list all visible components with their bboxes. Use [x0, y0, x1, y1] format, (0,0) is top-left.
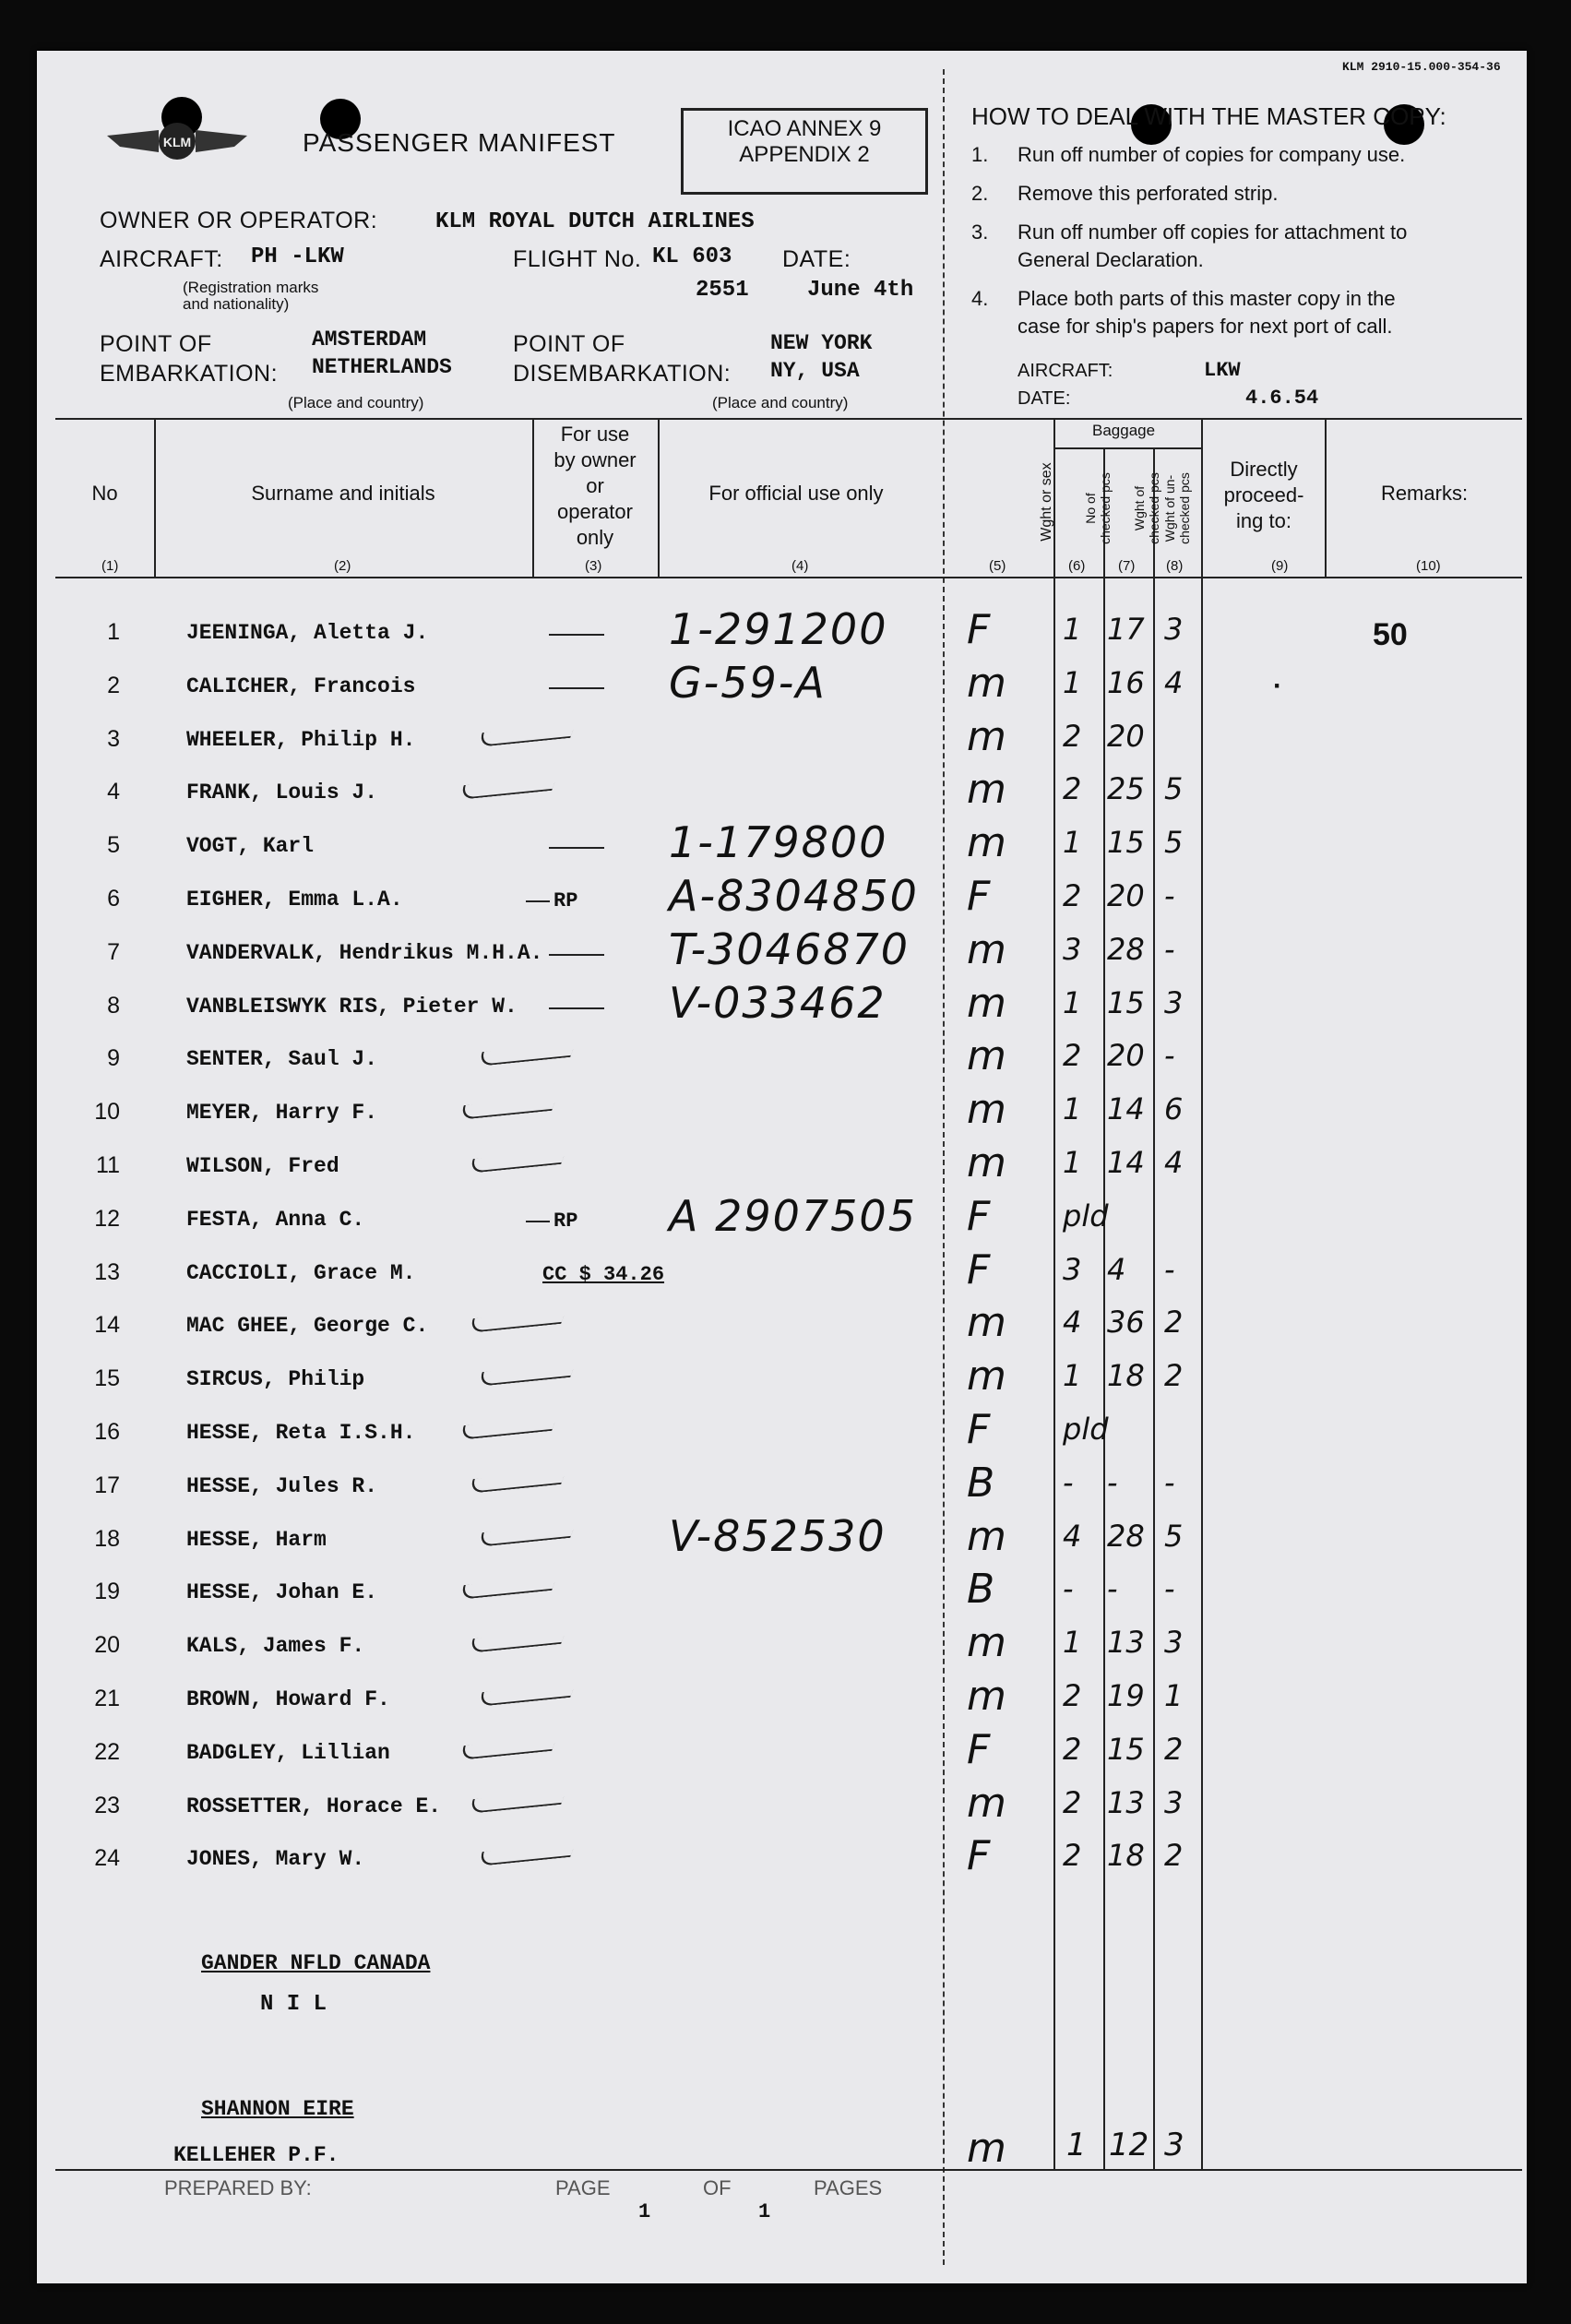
col-header-no: No: [91, 482, 118, 505]
weight-checked: 15: [1107, 1732, 1145, 1767]
shannon-wchk: 12: [1109, 2127, 1149, 2163]
date-value: June 4th: [807, 278, 914, 303]
col-header-line: checked pcs: [1098, 472, 1113, 544]
col-header-line: No of: [1083, 493, 1098, 524]
icao-box: [681, 108, 928, 195]
owner-check-mark: [468, 1790, 566, 1814]
shannon-name: KELLEHER P.F.: [173, 2143, 339, 2167]
col-header-remarks: Remarks:: [1380, 482, 1469, 505]
weight-checked: 19: [1107, 1678, 1145, 1713]
checked-pcs: 1: [1063, 1145, 1082, 1180]
instruction-text: [1018, 219, 1407, 274]
instruction-1: [971, 141, 1497, 169]
owner-check-mark: [468, 1470, 566, 1494]
checked-pcs: 2: [1063, 878, 1082, 913]
row-number: 19: [94, 1579, 120, 1604]
checked-pcs: -: [1063, 1571, 1074, 1606]
weight-or-sex: m: [967, 1673, 1006, 1720]
instruction-text: Remove this perforated strip.: [1018, 182, 1279, 205]
row-number: 17: [94, 1472, 120, 1498]
checked-pcs: 2: [1063, 1678, 1082, 1713]
table-top-rule: [55, 418, 1522, 420]
checked-pcs: 2: [1063, 719, 1082, 754]
checked-pcs: 2: [1063, 771, 1082, 806]
col-divider: [1053, 418, 1055, 2169]
shannon-pcs: 1: [1066, 2127, 1087, 2163]
passenger-name: VANBLEISWYK RIS, Pieter W.: [186, 995, 518, 1019]
passenger-name: EIGHER, Emma L.A.: [186, 888, 403, 912]
weight-unchecked: -: [1164, 1571, 1175, 1606]
col-header-line: Directly: [1230, 458, 1298, 481]
col-header-line: proceed-: [1223, 483, 1304, 507]
checked-pcs: 1: [1063, 825, 1082, 860]
passenger-name: KALS, James F.: [186, 1634, 365, 1658]
weight-checked: 20: [1107, 878, 1145, 913]
owner-dash-mark: [526, 900, 550, 902]
row-number: 15: [94, 1365, 120, 1391]
gander-value: N I L: [260, 1992, 327, 2017]
instruction-num: 2.: [971, 182, 989, 205]
weight-unchecked: 2: [1164, 1358, 1184, 1393]
checked-pcs: -: [1063, 1465, 1074, 1500]
col-header-line: or: [586, 474, 604, 497]
weight-checked: 20: [1107, 1038, 1145, 1073]
weight-or-sex: m: [967, 1353, 1006, 1400]
passenger-name: MEYER, Harry F.: [186, 1101, 378, 1125]
weight-checked: 28: [1107, 932, 1145, 967]
weight-or-sex: m: [967, 713, 1006, 760]
row-number: 23: [94, 1793, 120, 1818]
checked-pcs: 2: [1063, 1038, 1082, 1073]
weight-or-sex: F: [967, 1832, 991, 1879]
owner-check-mark: [458, 1416, 557, 1440]
col-header-line: Wght of: [1132, 485, 1147, 531]
weight-or-sex: m: [967, 660, 1006, 707]
weight-unchecked: 3: [1164, 1625, 1184, 1660]
weight-unchecked: 2: [1164, 1305, 1184, 1340]
owner-note: RP: [553, 1210, 578, 1233]
flight-label: FLIGHT No.: [513, 246, 642, 272]
instructions-list: [971, 141, 1497, 340]
shannon-heading: SHANNON EIRE: [201, 2097, 354, 2121]
official-number: A 2907505: [669, 1191, 917, 1241]
checked-pcs: 1: [1063, 1358, 1082, 1393]
row-number: 22: [94, 1739, 120, 1765]
checked-pcs: pld: [1063, 1198, 1109, 1234]
weight-unchecked: 3: [1164, 1785, 1184, 1820]
owner-check-mark: [458, 776, 557, 800]
disembark-place-note: (Place and country): [712, 394, 849, 411]
col-num: (10): [1416, 558, 1441, 574]
weight-unchecked: 4: [1164, 1145, 1184, 1180]
official-number: T-3046870: [669, 924, 910, 974]
instruction-4: [971, 285, 1497, 340]
shannon-sex: m: [967, 2125, 1006, 2172]
directly-proceeding: ·: [1273, 671, 1282, 701]
col-header-wght-sex: Wght or sex: [1039, 462, 1054, 542]
weight-or-sex: F: [967, 1726, 991, 1773]
weight-checked: 18: [1107, 1838, 1145, 1873]
instruction-num: 3.: [971, 220, 989, 244]
shannon-wun: 3: [1164, 2127, 1184, 2163]
checked-pcs: 4: [1063, 1305, 1082, 1340]
col-num: (6): [1068, 558, 1086, 574]
weight-or-sex: m: [967, 1780, 1006, 1827]
row-number: 1: [107, 619, 120, 645]
weight-checked: 18: [1107, 1358, 1145, 1393]
row-number: 16: [94, 1419, 120, 1445]
owner-dash-mark: [549, 1007, 604, 1009]
row-number: 21: [94, 1686, 120, 1711]
row-number: 18: [94, 1526, 120, 1552]
owner-dash-mark: [549, 954, 604, 956]
baggage-rule: [1053, 447, 1201, 449]
weight-or-sex: m: [967, 1619, 1006, 1666]
instr-date-value: 4.6.54: [1245, 387, 1319, 410]
page-value: 1: [638, 2200, 651, 2223]
row-number: 6: [107, 886, 120, 912]
weight-or-sex: m: [967, 980, 1006, 1027]
passenger-name: FRANK, Louis J.: [186, 781, 378, 804]
checked-pcs: 2: [1063, 1838, 1082, 1873]
col-header-directly: [1203, 457, 1325, 534]
instruction-text-line: case for ship's papers for next port of call.: [1018, 315, 1393, 338]
col-num: (2): [334, 558, 351, 574]
weight-or-sex: m: [967, 1086, 1006, 1133]
weight-or-sex: F: [967, 1406, 991, 1453]
weight-or-sex: m: [967, 819, 1006, 866]
embark-value-2: NETHERLANDS: [312, 355, 452, 379]
embark-place-note: (Place and country): [288, 394, 424, 411]
owner-check-mark: [458, 1576, 557, 1600]
checked-pcs: 3: [1063, 1252, 1082, 1287]
checked-pcs: 2: [1063, 1785, 1082, 1820]
weight-or-sex: m: [967, 1513, 1006, 1560]
owner-note: RP: [553, 889, 578, 912]
embark-label: [100, 329, 278, 388]
weight-checked: 4: [1107, 1252, 1126, 1287]
weight-or-sex: F: [967, 1246, 991, 1293]
row-number: 20: [94, 1632, 120, 1658]
weight-or-sex: B: [967, 1460, 995, 1507]
weight-unchecked: 6: [1164, 1091, 1184, 1126]
owner-check-mark: [477, 1043, 576, 1067]
owner-check-mark: [468, 1150, 566, 1174]
official-number: A-8304850: [669, 871, 919, 921]
weight-or-sex: m: [967, 1032, 1006, 1079]
form-code: KLM 2910-15.000-354-36: [1342, 60, 1501, 74]
passenger-name: JEENINGA, Aletta J.: [186, 621, 429, 645]
weight-or-sex: m: [967, 766, 1006, 813]
instruction-text-line: Run off number off copies for attachment to: [1018, 220, 1408, 244]
passenger-name: BADGLEY, Lillian: [186, 1741, 390, 1765]
owner-check-mark: [477, 1683, 576, 1707]
row-number: 5: [107, 832, 120, 858]
weight-unchecked: 5: [1164, 771, 1184, 806]
aircraft-value: PH -LKW: [251, 244, 344, 269]
owner-label: OWNER OR OPERATOR:: [100, 208, 378, 233]
checked-pcs: 1: [1063, 985, 1082, 1020]
weight-checked: 15: [1107, 985, 1145, 1020]
of-label: OF: [703, 2176, 732, 2199]
weight-checked: 17: [1107, 612, 1145, 647]
row-number: 2: [107, 673, 120, 698]
disembark-value-2: NY, USA: [770, 359, 860, 383]
weight-checked: -: [1107, 1571, 1118, 1606]
owner-check-mark: [458, 1736, 557, 1760]
page-label: PAGE: [555, 2176, 611, 2199]
col-header-owner-use: [532, 422, 658, 551]
form-title: PASSENGER MANIFEST: [303, 128, 616, 157]
weight-unchecked: 5: [1164, 825, 1184, 860]
passenger-name: CACCIOLI, Grace M.: [186, 1261, 416, 1285]
owner-dash-mark: [526, 1221, 550, 1222]
col-header-line: ing to:: [1236, 509, 1291, 532]
aircraft-label: AIRCRAFT:: [100, 246, 223, 272]
row-number: 4: [107, 779, 120, 804]
icao-line-2: APPENDIX 2: [739, 142, 870, 167]
weight-checked: 28: [1107, 1519, 1145, 1554]
owner-check-mark: [477, 723, 576, 747]
weight-unchecked: -: [1164, 1252, 1175, 1287]
col-divider: [1201, 418, 1203, 2169]
disembark-label-1: POINT OF: [513, 331, 625, 357]
owner-check-mark: [477, 1842, 576, 1866]
weight-unchecked: -: [1164, 1465, 1175, 1500]
weight-or-sex: m: [967, 1139, 1006, 1186]
passenger-name: SIRCUS, Philip: [186, 1367, 365, 1391]
row-number: 11: [96, 1152, 120, 1178]
col-header-line: by owner: [553, 448, 637, 471]
row-number: 13: [94, 1259, 120, 1285]
svg-text:KLM: KLM: [162, 135, 192, 149]
instr-aircraft-label: AIRCRAFT:: [1018, 361, 1113, 381]
checked-pcs: 1: [1063, 1091, 1082, 1126]
header-bottom-rule: [55, 577, 1522, 578]
owner-check-mark: [477, 1523, 576, 1547]
passenger-name: ROSSETTER, Horace E.: [186, 1794, 442, 1818]
weight-unchecked: 3: [1164, 612, 1184, 647]
passenger-name: MAC GHEE, George C.: [186, 1314, 429, 1338]
passenger-name: BROWN, Howard F.: [186, 1687, 390, 1711]
row-number: 12: [94, 1206, 120, 1232]
weight-or-sex: F: [967, 1193, 991, 1240]
col-divider: [1153, 447, 1155, 2169]
passenger-name: HESSE, Harm: [186, 1528, 327, 1552]
official-number: V-852530: [669, 1511, 887, 1561]
checked-pcs: 3: [1063, 932, 1082, 967]
owner-dash-mark: [549, 687, 604, 689]
row-number: 7: [107, 939, 120, 965]
col-header-line: checked pcs: [1177, 472, 1192, 544]
weight-checked: 14: [1107, 1091, 1145, 1126]
col-header-wght-checked: [1132, 453, 1161, 564]
instruction-num: 1.: [971, 143, 989, 166]
instruction-3: [971, 219, 1497, 274]
owner-dash-mark: [549, 634, 604, 636]
col-divider: [1103, 447, 1105, 2169]
pages-label: PAGES: [814, 2176, 883, 2199]
passenger-name: HESSE, Jules R.: [186, 1474, 378, 1498]
table-bottom-rule: [55, 2169, 1522, 2171]
row-number: 3: [107, 726, 120, 752]
passenger-name: SENTER, Saul J.: [186, 1047, 378, 1071]
weight-checked: 16: [1107, 665, 1145, 700]
official-number: 1-179800: [669, 817, 888, 867]
owner-dash-mark: [549, 847, 604, 849]
instr-date-label: DATE:: [1018, 388, 1071, 409]
weight-checked: 36: [1107, 1305, 1145, 1340]
weight-unchecked: 3: [1164, 985, 1184, 1020]
manifest-sheet: [37, 51, 1527, 2283]
official-number: G-59-A: [669, 658, 827, 708]
checked-pcs: 4: [1063, 1519, 1082, 1554]
col-num: (8): [1166, 558, 1184, 574]
owner-value: KLM ROYAL DUTCH AIRLINES: [435, 209, 755, 234]
instructions-title: HOW TO DEAL WITH THE MASTER COPY:: [971, 102, 1446, 130]
official-number: V-033462: [669, 978, 887, 1028]
weight-unchecked: -: [1164, 1038, 1175, 1073]
disembark-label: [513, 329, 731, 388]
flight-number-2: 2551: [696, 278, 749, 303]
checked-pcs: pld: [1063, 1412, 1109, 1447]
col-header-line: operator: [557, 500, 633, 523]
official-number: 1-291200: [669, 604, 888, 654]
owner-check-mark: [468, 1629, 566, 1653]
row-number: 10: [94, 1099, 120, 1125]
checked-pcs: 1: [1063, 612, 1082, 647]
instr-aircraft-value: LKW: [1204, 359, 1241, 382]
weight-or-sex: m: [967, 926, 1006, 973]
weight-unchecked: 5: [1164, 1519, 1184, 1554]
col-header-checked-pcs: [1083, 453, 1113, 564]
weight-or-sex: F: [967, 606, 991, 653]
row-number: 8: [107, 993, 120, 1019]
disembark-value-1: NEW YORK: [770, 331, 873, 355]
weight-or-sex: B: [967, 1566, 995, 1613]
owner-check-mark: [458, 1096, 557, 1120]
col-header-surname: Surname and initials: [251, 482, 435, 505]
col-header-line: checked pcs: [1147, 472, 1161, 544]
instruction-text: Run off number of copies for company use.: [1018, 143, 1406, 166]
embark-value: [312, 326, 452, 381]
prepared-by-label: PREPARED BY:: [164, 2176, 312, 2199]
col-header-official: For official use only: [708, 482, 884, 505]
col-num: (7): [1118, 558, 1136, 574]
embark-label-1: POINT OF: [100, 331, 212, 357]
col-num: (9): [1271, 558, 1289, 574]
icao-line-1: ICAO ANNEX 9: [727, 116, 882, 141]
weight-unchecked: -: [1164, 878, 1175, 913]
passenger-name: CALICHER, Francois: [186, 674, 416, 698]
weight-or-sex: F: [967, 873, 991, 920]
weight-checked: 13: [1107, 1625, 1145, 1660]
weight-checked: 20: [1107, 719, 1145, 754]
date-label: DATE:: [782, 246, 851, 272]
weight-unchecked: 1: [1164, 1678, 1184, 1713]
row-number: 14: [94, 1312, 120, 1338]
weight-unchecked: 2: [1164, 1838, 1184, 1873]
col-header-line: For use: [560, 423, 630, 446]
aircraft-note-1: (Registration marks: [183, 279, 319, 296]
perforation-line: [943, 69, 945, 2265]
klm-crown-logo-icon: [103, 115, 251, 169]
passenger-name: FESTA, Anna C.: [186, 1208, 365, 1232]
passenger-name: WHEELER, Philip H.: [186, 728, 416, 752]
weight-checked: 13: [1107, 1785, 1145, 1820]
col-num: (5): [989, 558, 1006, 574]
col-num: (3): [585, 558, 602, 574]
owner-note: CC $ 34.26: [542, 1263, 665, 1286]
instruction-text-line: General Declaration.: [1018, 248, 1204, 271]
weight-checked: 25: [1107, 771, 1145, 806]
row-number: 24: [94, 1845, 120, 1871]
gander-heading: GANDER NFLD CANADA: [201, 1951, 431, 1975]
instruction-text: [1018, 285, 1396, 340]
disembark-value: [770, 329, 872, 385]
of-value: 1: [758, 2200, 771, 2223]
instruction-2: [971, 180, 1497, 208]
embark-label-2: EMBARKATION:: [100, 361, 279, 387]
weight-checked: -: [1107, 1465, 1118, 1500]
weight-checked: 14: [1107, 1145, 1145, 1180]
passenger-name: WILSON, Fred: [186, 1154, 339, 1178]
col-header-line: Wght of un-: [1162, 474, 1177, 542]
aircraft-note: [183, 280, 318, 313]
weight-checked: 15: [1107, 825, 1145, 860]
col-header-line: only: [576, 526, 614, 549]
passenger-name: HESSE, Reta I.S.H.: [186, 1421, 416, 1445]
weight-or-sex: m: [967, 1299, 1006, 1346]
aircraft-note-2: and nationality): [183, 295, 290, 313]
passenger-name: VOGT, Karl: [186, 834, 315, 858]
col-header-baggage: Baggage: [1092, 422, 1156, 439]
weight-unchecked: 4: [1164, 665, 1184, 700]
weight-unchecked: 2: [1164, 1732, 1184, 1767]
checked-pcs: 1: [1063, 1625, 1082, 1660]
owner-check-mark: [477, 1363, 576, 1387]
instruction-num: 4.: [971, 287, 989, 310]
col-header-wght-unchecked: [1162, 453, 1192, 564]
instruction-text-line: Place both parts of this master copy in the: [1018, 287, 1396, 310]
passenger-name: JONES, Mary W.: [186, 1847, 365, 1871]
embark-value-1: AMSTERDAM: [312, 328, 427, 352]
weight-unchecked: -: [1164, 932, 1175, 967]
flight-value: KL 603: [652, 244, 732, 269]
checked-pcs: 2: [1063, 1732, 1082, 1767]
remarks: 50: [1373, 617, 1408, 652]
disembark-label-2: DISEMBARKATION:: [513, 361, 732, 387]
col-num: (4): [791, 558, 809, 574]
owner-check-mark: [468, 1309, 566, 1333]
row-number: 9: [107, 1045, 120, 1071]
passenger-name: HESSE, Johan E.: [186, 1580, 378, 1604]
passenger-name: VANDERVALK, Hendrikus M.H.A.: [186, 941, 543, 965]
checked-pcs: 1: [1063, 665, 1082, 700]
col-num: (1): [101, 558, 119, 574]
